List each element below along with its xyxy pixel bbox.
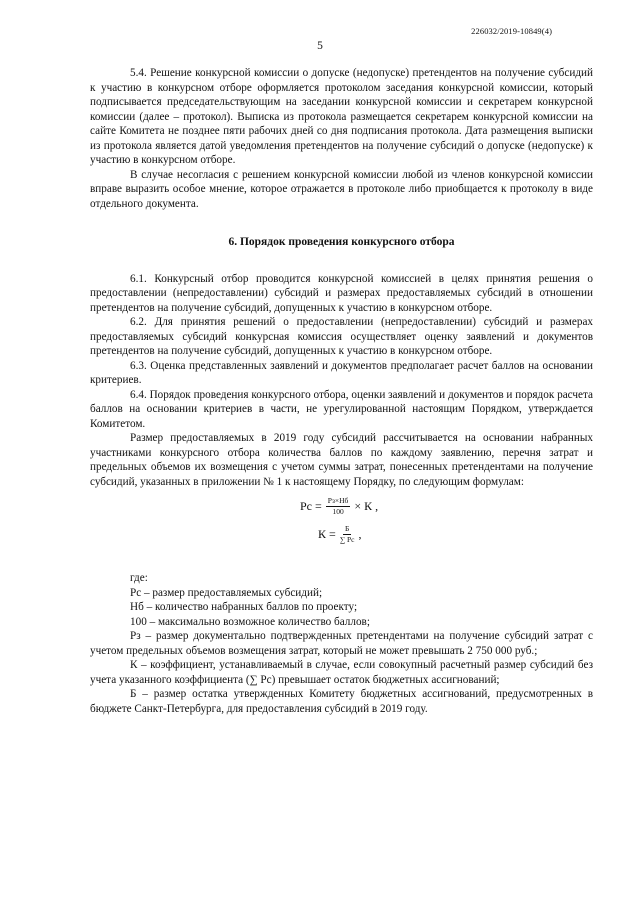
formula-subsidy: [90, 489, 593, 525]
paragraph-6-4: 6.4. Порядок проведения конкурсного отбора, оценки заявлений и документов и порядок расчета баллов на основании критериев в части, не урегулированной настоящим Порядком, утверждается Комитетом.: [90, 388, 593, 430]
paragraph-subsidy-size: Размер предоставляемых в 2019 году субсидий рассчитывается на основании набранных участниками конкурсного отбора количества баллов по каждому заявлению, перечня затрат и предельных объемов их возмещения с учетом суммы затрат, понесенных претендентами на получение субсидий, указанных в приложении № 1 к настоящему Порядку, по следующим формулам:: [90, 432, 593, 488]
section-title: 6. Порядок проведения конкурсного отбора: [228, 236, 455, 248]
paragraph-6-2: 6.2. Для принятия решений о предоставлении (непредоставлении) субсидий и размерах предоставляемых субсидий конкурсная комиссия осуществляет оценку заявлений и документов претендентов на получение субсидий, допущенных к участию в конкурсном отборе.: [90, 316, 593, 357]
formula-coefficient-lhs: К =: [318, 527, 336, 542]
formula-coefficient-fraction: [340, 525, 355, 544]
formula-subsidy-numerator: Рз×Нб: [327, 496, 349, 505]
definition-b: Б – размер остатка утвержденных Комитету бюджетных ассигнований, предусмотренных в бюджете Санкт-Петербурга, для предоставления субсидий в 2019 году.: [90, 688, 593, 715]
formula-subsidy-lhs: Рс =: [300, 499, 322, 514]
paragraph-dissent: В случае несогласия с решением конкурсной комиссии любой из членов конкурсной комиссии вправе выразить особое мнение, которое отражается в протоколе либо приобщается к протоколу в виде отдельного документа.: [90, 168, 593, 210]
formula-subsidy-denominator: 100: [332, 507, 344, 516]
definition-nb: Нб – количество набранных баллов по проекту;: [130, 601, 358, 613]
definition-100: 100 – максимально возможное количество баллов;: [130, 615, 370, 628]
formula-subsidy-rhs: × К ,: [354, 499, 379, 514]
paragraph-5-4: 5.4. Решение конкурсной комиссии о допуске (недопуске) претендентов на получение субсидий к участию в конкурсном отборе оформляется протоколом заседания конкурсной комиссии, который подписывается председательствующим на заседании конкурсной комиссии и секретарем конкурсной комиссии (далее – протокол). Выписка из протокола размещается секретарем конкурсной комиссии на сайте Комитета не позднее пяти рабочих дней со дня подписания протокола. Дата размещения выписки из протокола является датой уведомления претендентов на получение субсидий о допуске (недопуске) к участию в конкурсном отборе.: [90, 67, 593, 166]
document-code: 226032/2019-10849(4): [471, 26, 552, 36]
formula-coefficient-rhs: ,: [358, 527, 362, 542]
paragraph-6-1: 6.1. Конкурсный отбор проводится конкурсной комиссией в целях принятия решения о предоставлении (непредоставлении) субсидий и размерах предоставляемых субсидий в отношении претендентов на получение субсидий, допущенных к участию в конкурсном отборе.: [90, 272, 593, 314]
formula-coefficient-numerator: Б: [344, 524, 350, 533]
paragraph-6-3: 6.3. Оценка представленных заявлений и документов предполагает расчет баллов на основании критериев.: [90, 359, 593, 386]
formula-subsidy-fraction: [326, 497, 351, 516]
page-number: 5: [317, 40, 323, 52]
definition-rs: Рс – размер предоставляемых субсидий;: [130, 586, 323, 599]
formula-coefficient: [90, 525, 593, 571]
document-body: [90, 66, 593, 716]
formula-coefficient-denominator: ∑ Рс: [339, 535, 355, 544]
definition-rz: Рз – размер документально подтвержденных претендентами на получение субсидий затрат с учетом предельных объемов возмещения затрат, который не может превышать 2 750 000 руб.;: [90, 630, 593, 657]
definition-k: К – коэффициент, устанавливаемый в случае, если совокупный расчетный размер субсидий без учета указанного коэффициента (∑ Рс) превышает остаток бюджетных ассигнований;: [90, 659, 593, 686]
where-label: где:: [130, 572, 148, 584]
